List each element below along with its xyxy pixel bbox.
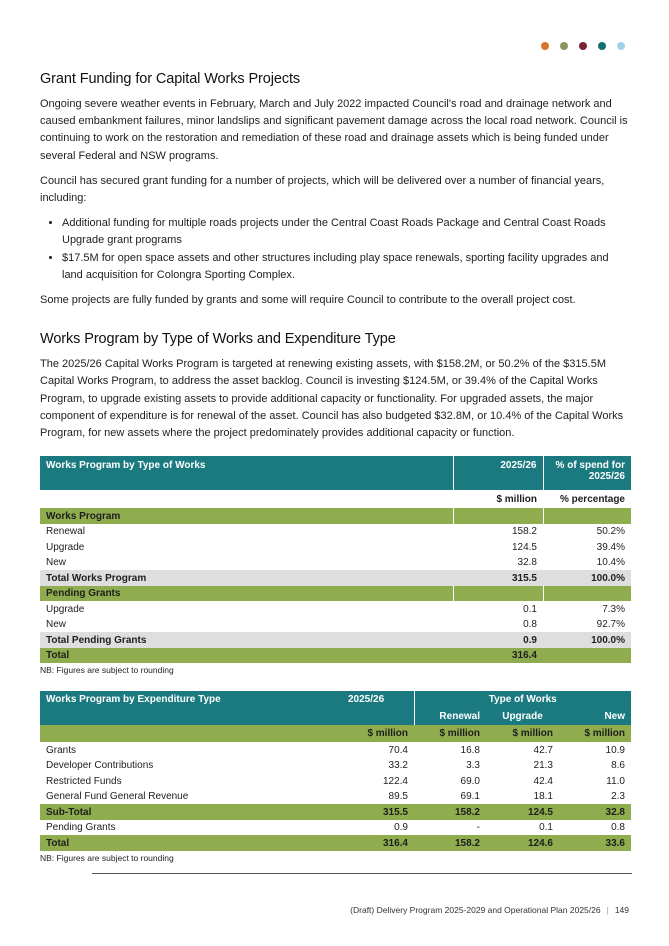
row-value: 0.8 — [611, 822, 625, 833]
row-label: Developer Contributions — [46, 760, 154, 771]
subheader-cell: New — [559, 708, 631, 725]
row-value: 16.8 — [460, 744, 480, 756]
table-row — [40, 773, 631, 789]
table-header-cell: Works Program by Expenditure Type — [40, 691, 342, 708]
row-value: 32.8 — [559, 804, 631, 820]
subheader-cell: Renewal — [414, 708, 486, 725]
section-row-label: Pending Grants — [40, 586, 453, 602]
row-label: Total — [40, 648, 453, 664]
row-value: 8.6 — [611, 760, 625, 771]
table-row — [40, 601, 631, 617]
row-value: 315.5 — [453, 570, 543, 586]
table-header-cell: Works Program by Type of Works — [40, 456, 453, 490]
units-label: $ million — [496, 493, 537, 505]
row-value: 69.0 — [460, 775, 480, 787]
footer-rule — [92, 873, 632, 874]
table-header-cell: 2025/26 — [342, 691, 414, 708]
row-percent: 10.4% — [596, 557, 625, 568]
bullet-item: • $17.5M for open space assets and other structures including play space renewals, sporting facility upgrades and land acquisition for Colongra Sporting Complex. — [62, 250, 631, 284]
light-blue-dot — [617, 42, 625, 50]
row-percent: 100.0% — [543, 570, 631, 586]
row-value: 0.1 — [539, 822, 553, 833]
row-label: New — [46, 557, 67, 568]
document-title: (Draft) Delivery Program 2025-2029 and Operational Plan 2025/26 — [350, 905, 601, 915]
row-value: 89.5 — [388, 791, 408, 802]
row-value: 316.4 — [342, 835, 414, 851]
row-percent: 92.7% — [596, 619, 625, 630]
row-value: 0.9 — [394, 822, 408, 833]
page-number: 149 — [614, 905, 629, 915]
rounding-note: NB: Figures are subject to rounding — [40, 852, 174, 863]
row-label: General Fund General Revenue — [46, 791, 189, 802]
row-percent — [543, 648, 631, 664]
row-percent: 7.3% — [602, 603, 625, 615]
row-value: 2.3 — [611, 791, 625, 802]
paragraph: Council has secured grant funding for a number of projects, which will be delivered over a number of financial years, including: — [40, 174, 605, 205]
orange-dot — [541, 42, 549, 50]
total-row — [40, 632, 631, 648]
units-label: $ million — [342, 725, 414, 742]
units-label: $ million — [559, 725, 631, 742]
paragraph: Some projects are fully funded by grants and some will require Council to contribute to the overall project cost. — [40, 294, 576, 307]
row-label: Total Works Program — [40, 570, 453, 586]
grand-total-row — [40, 648, 631, 664]
row-value: 0.8 — [523, 619, 537, 630]
table-row — [40, 524, 631, 540]
row-label: Sub-Total — [40, 804, 342, 820]
row-value: 32.8 — [517, 557, 537, 568]
row-value: 158.2 — [414, 835, 486, 851]
grand-total-row — [40, 835, 631, 851]
bullet-item: • Additional funding for multiple roads projects under the Central Coast Roads Package and Central Coast Roads Upgrade grant programs — [62, 215, 631, 249]
row-value: 316.4 — [453, 648, 543, 664]
row-value: 42.7 — [533, 744, 553, 756]
row-value: 315.5 — [342, 804, 414, 820]
olive-dot — [560, 42, 568, 50]
row-value: 33.2 — [388, 760, 408, 771]
row-percent: 50.2% — [596, 526, 625, 537]
units-label: % percentage — [559, 493, 625, 505]
teal-dot — [598, 42, 606, 50]
row-value: 124.5 — [511, 541, 537, 553]
table-row — [40, 742, 631, 758]
units-label: $ million — [486, 725, 559, 742]
bullet-list — [40, 215, 631, 284]
footer-separator: | — [606, 905, 609, 915]
row-value: 124.6 — [486, 835, 559, 851]
row-label: Grants — [46, 744, 77, 756]
row-value: 158.2 — [414, 804, 486, 820]
works-program-by-expenditure-table — [40, 691, 631, 851]
table-row — [40, 617, 631, 633]
row-value: 124.5 — [486, 804, 559, 820]
section-row-label: Works Program — [40, 508, 453, 524]
units-label: $ million — [414, 725, 486, 742]
table-row — [40, 555, 631, 571]
row-value: 122.4 — [382, 775, 408, 787]
row-value: 10.9 — [605, 744, 625, 756]
table-cell — [40, 490, 453, 508]
paragraph: Ongoing severe weather events in February, March and July 2022 impacted Council's road and drainage network and caused embankment failures, minor landslips and significant pavement damage across the local road network. Council is continuing to work on the restoration and remediation of these road and drainage assets which is being funded under several Federal and NSW programs. — [40, 98, 628, 162]
section-heading-grant-funding: Grant Funding for Capital Works Projects — [40, 71, 301, 87]
table-row — [40, 539, 631, 555]
row-value: 0.9 — [453, 632, 543, 648]
paragraph: The 2025/26 Capital Works Program is targeted at renewing existing assets, with $158.2M, or 50.2% of the $315.5M Capital Works Program, to address the asset backlog. Council is investing $124.5M, or 39.4% of the Capital Works Program, to upgrade existing assets to provide additional capacity or functionality. For upgraded assets, the major component of expenditure is for renewal of the asset. Council has also budgeted $32.8M, or 10.4% of the Capital Works Program, for new assets where the project predominately provides additional capacity or function. — [40, 358, 624, 440]
row-value: 3.3 — [466, 760, 480, 771]
page-footer — [350, 905, 629, 915]
table-header-cell: % of spend for 2025/26 — [543, 456, 631, 490]
table-header-cell: Type of Works — [414, 691, 631, 708]
row-value: 69.1 — [460, 791, 480, 802]
row-label: Total — [40, 835, 342, 851]
works-program-by-type-table — [40, 456, 631, 663]
decorative-dots — [541, 42, 625, 50]
row-value: 21.3 — [533, 760, 553, 771]
subtotal-row — [40, 804, 631, 820]
table-row — [40, 820, 631, 836]
row-label: Renewal — [46, 526, 85, 537]
row-percent: 100.0% — [543, 632, 631, 648]
row-label: Upgrade — [46, 541, 85, 553]
page-content — [40, 71, 631, 863]
maroon-dot — [579, 42, 587, 50]
row-value: 18.1 — [533, 791, 553, 802]
row-percent: 39.4% — [596, 541, 625, 553]
row-label: Restricted Funds — [46, 775, 122, 787]
table-row — [40, 758, 631, 774]
row-label: Pending Grants — [46, 822, 116, 833]
row-label: Total Pending Grants — [40, 632, 453, 648]
row-value: 158.2 — [511, 526, 537, 537]
table-row — [40, 789, 631, 805]
row-value: 42.4 — [533, 775, 553, 787]
row-label: Upgrade — [46, 603, 85, 615]
row-value: 33.6 — [559, 835, 631, 851]
row-value: 0.1 — [523, 603, 537, 615]
row-label: New — [46, 619, 67, 630]
total-row — [40, 570, 631, 586]
row-value: - — [476, 822, 480, 833]
row-value: 11.0 — [606, 775, 625, 787]
section-heading-works-program: Works Program by Type of Works and Expenditure Type — [40, 331, 396, 348]
table-header-cell: 2025/26 — [453, 456, 543, 490]
subheader-cell: Upgrade — [486, 708, 559, 725]
row-value: 70.4 — [388, 744, 408, 756]
rounding-note: NB: Figures are subject to rounding — [40, 665, 174, 676]
